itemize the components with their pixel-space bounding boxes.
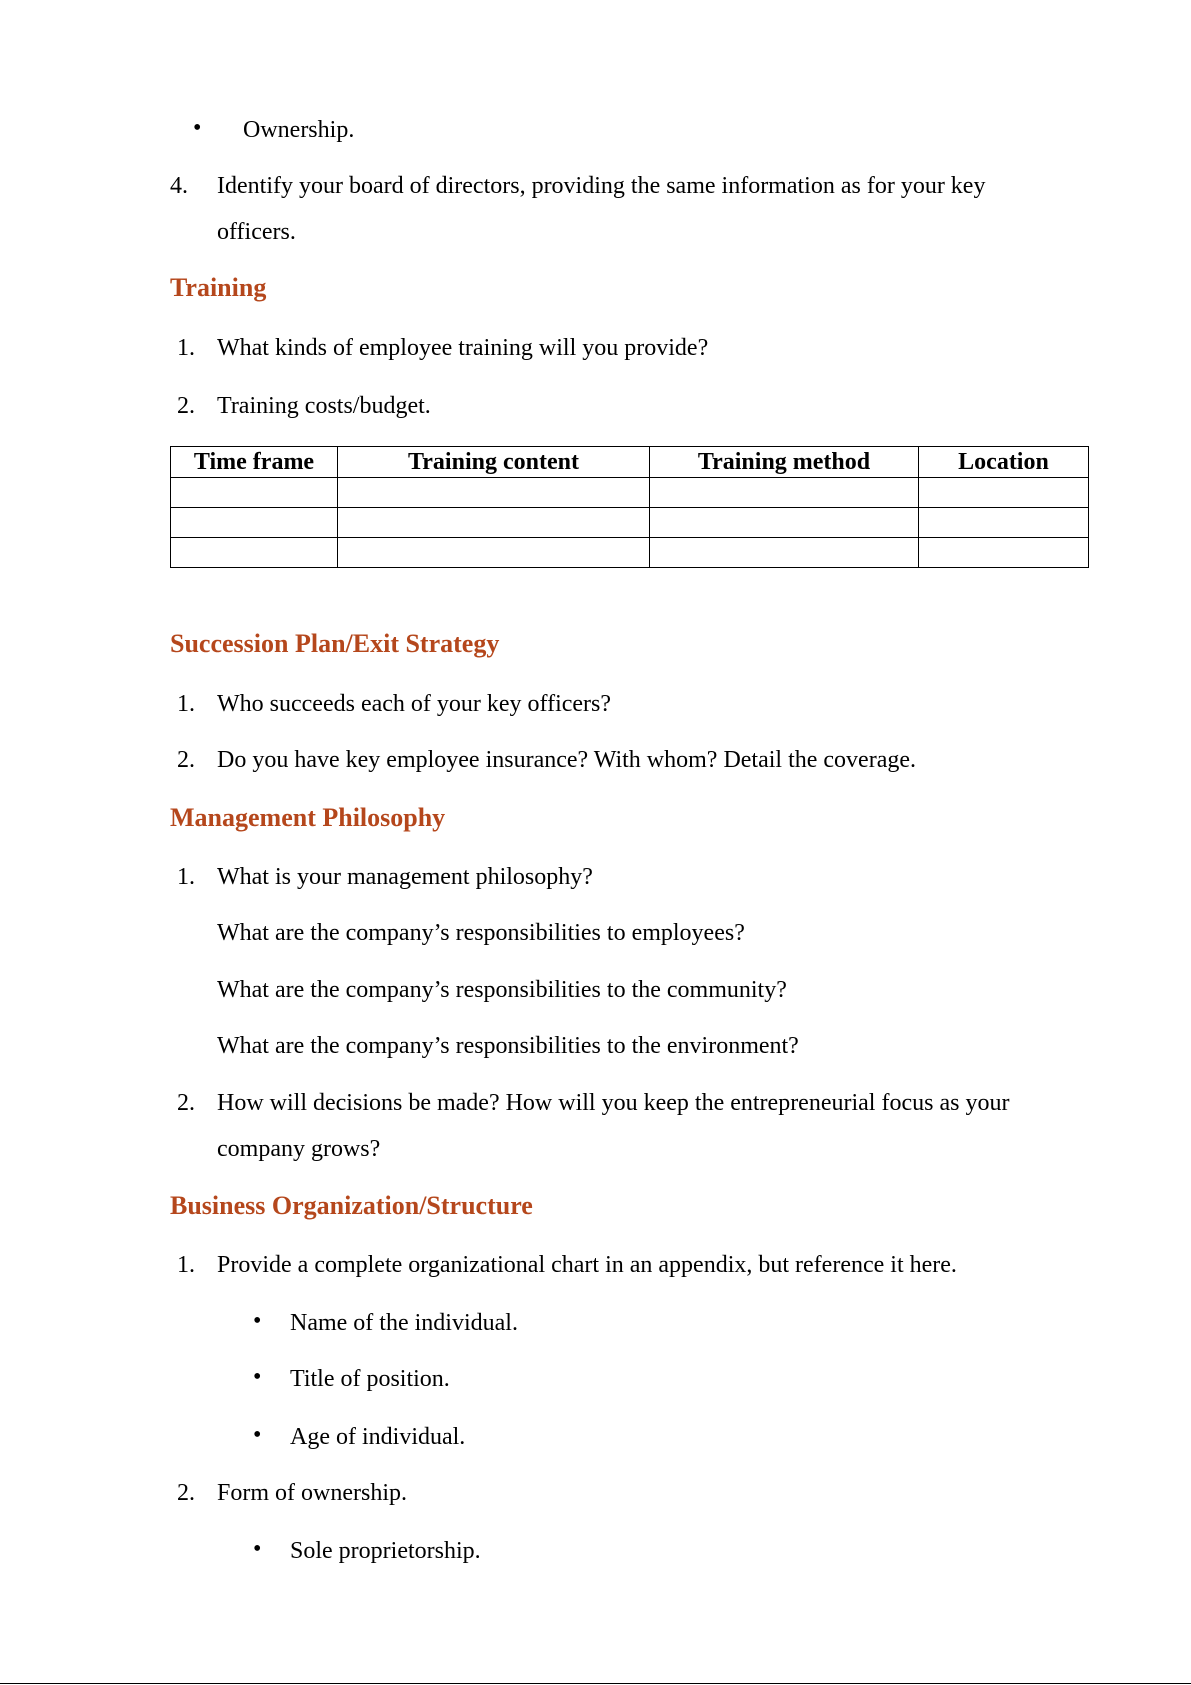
table-cell xyxy=(338,478,650,508)
table-row xyxy=(171,508,1089,538)
table-row xyxy=(171,478,1089,508)
column-header: Training content xyxy=(338,447,650,478)
page-bottom-rule xyxy=(0,1683,1191,1684)
bullet-icon: • xyxy=(253,1536,262,1562)
bullet-icon: • xyxy=(253,1308,262,1334)
training-table xyxy=(170,446,1089,568)
column-header: Time frame xyxy=(171,447,338,478)
bullet-item-ownership: Ownership. xyxy=(243,117,355,143)
table-row xyxy=(171,538,1089,568)
list-item-text: How will decisions be made? How will you keep the entrepreneurial focus as your xyxy=(217,1090,1010,1116)
list-item-text: Do you have key employee insurance? With whom? Detail the coverage. xyxy=(217,747,916,773)
table-cell xyxy=(650,478,919,508)
bullet-item: Age of individual. xyxy=(290,1424,466,1450)
table-header-row xyxy=(171,447,1089,478)
table-cell xyxy=(650,538,919,568)
list-item-continuation: officers. xyxy=(217,219,296,245)
list-number: 2. xyxy=(177,393,195,419)
bullet-icon: • xyxy=(253,1422,262,1448)
section-heading-succession: Succession Plan/Exit Strategy xyxy=(170,629,500,658)
table-cell xyxy=(919,508,1089,538)
list-item-text: Provide a complete organizational chart in an appendix, but reference it here. xyxy=(217,1252,957,1278)
list-item-text: What kinds of employee training will you provide? xyxy=(217,335,709,361)
bullet-icon: • xyxy=(193,115,202,141)
table-cell xyxy=(171,538,338,568)
column-header: Location xyxy=(919,447,1089,478)
list-item-text: Training costs/budget. xyxy=(217,393,431,419)
bullet-icon: • xyxy=(253,1364,262,1390)
list-sub-line: What are the company’s responsibilities to the community? xyxy=(217,977,787,1003)
list-item-text: Who succeeds each of your key officers? xyxy=(217,691,612,717)
list-item-text: Identify your board of directors, providing the same information as for your key xyxy=(217,173,986,199)
list-number: 2. xyxy=(177,1090,195,1116)
bullet-item: Name of the individual. xyxy=(290,1310,518,1336)
table-cell xyxy=(919,478,1089,508)
bullet-item: Sole proprietorship. xyxy=(290,1538,481,1564)
section-heading-management: Management Philosophy xyxy=(170,803,446,832)
section-heading-organization: Business Organization/Structure xyxy=(170,1191,533,1220)
table-cell xyxy=(338,538,650,568)
section-heading-training: Training xyxy=(170,273,267,302)
list-number: 1. xyxy=(177,1252,195,1278)
table-cell xyxy=(171,508,338,538)
table-cell xyxy=(650,508,919,538)
list-sub-line: What are the company’s responsibilities to the environment? xyxy=(217,1033,799,1059)
list-item-text: What is your management philosophy? xyxy=(217,864,593,890)
list-number: 4. xyxy=(170,173,188,199)
table-cell xyxy=(919,538,1089,568)
list-sub-line: What are the company’s responsibilities to employees? xyxy=(217,920,745,946)
column-header: Training method xyxy=(650,447,919,478)
bullet-item: Title of position. xyxy=(290,1366,450,1392)
list-item-text: Form of ownership. xyxy=(217,1480,407,1506)
list-number: 1. xyxy=(177,864,195,890)
table-cell xyxy=(338,508,650,538)
table-cell xyxy=(171,478,338,508)
list-number: 1. xyxy=(177,691,195,717)
list-number: 2. xyxy=(177,747,195,773)
list-number: 1. xyxy=(177,335,195,361)
list-number: 2. xyxy=(177,1480,195,1506)
list-item-continuation: company grows? xyxy=(217,1136,381,1162)
